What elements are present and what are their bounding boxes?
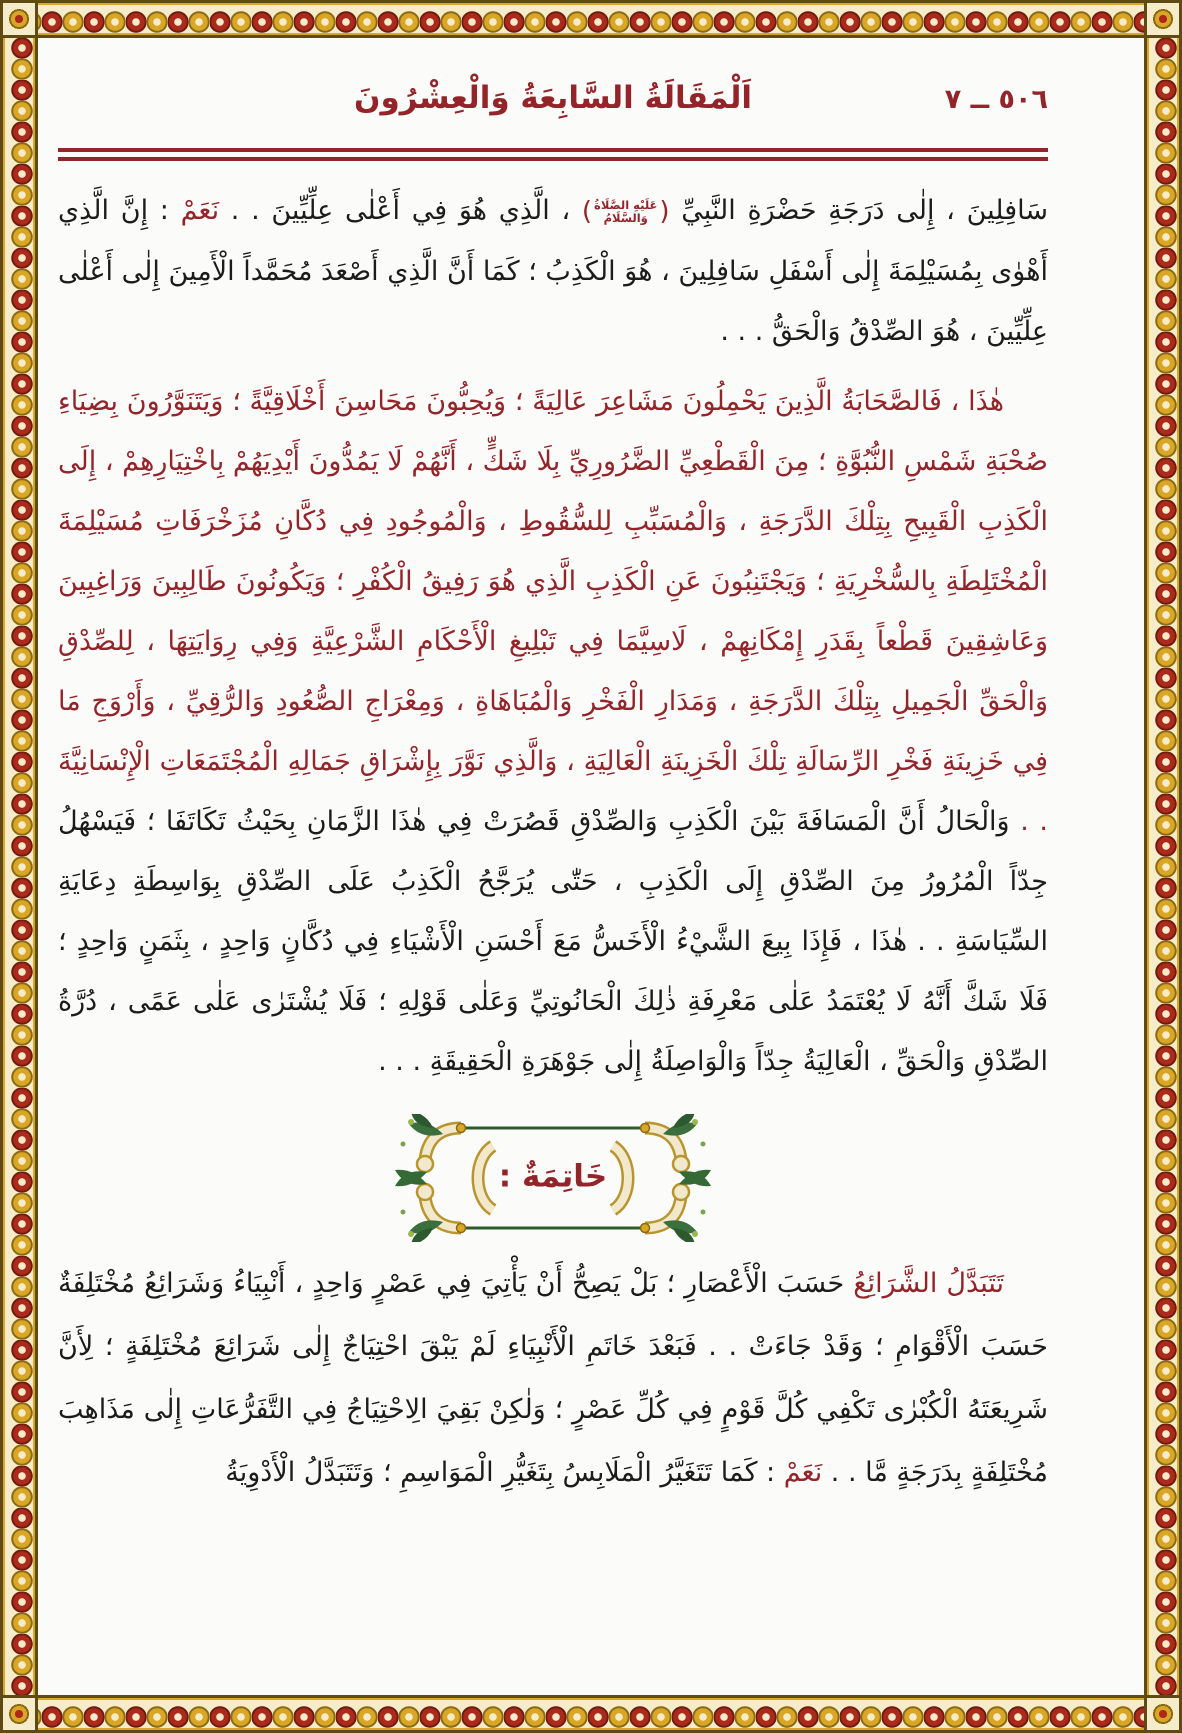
honorific-salawat <box>582 195 670 226</box>
emphasis-naam: نَعَمْ <box>180 195 220 226</box>
page-content <box>38 38 1144 1695</box>
header-divider-rule <box>58 148 1048 161</box>
khatimah-ornament <box>381 1114 725 1242</box>
page-title: اَلْمَقَالَةُ السَّابِعَةُ وَالْعِشْرُونَ <box>353 80 753 116</box>
border-corner-top-right <box>1144 0 1182 38</box>
paragraph-sahaba <box>58 372 1048 1092</box>
border-chain-right <box>1144 38 1182 1695</box>
border-corner-top-left <box>0 0 38 38</box>
paragraph-khatimah <box>58 1252 1048 1504</box>
border-corner-bottom-right <box>1144 1695 1182 1733</box>
honorific-open-paren: ( <box>659 196 670 227</box>
honorific-line2: وَالسَّلَامُ <box>603 210 648 225</box>
honorific-close-paren: ) <box>581 196 593 227</box>
page-header <box>58 76 1048 140</box>
page-number: ٥٠٦ ــ ٧ <box>944 84 1048 115</box>
red-text-segment: هٰذَا ، فَالصَّحَابَةُ الَّذِينَ يَحْمِلُونَ مَشَاعِرَ عَالِيَةً ؛ وَيُحِبُّونَ مَحَاسِنَ أَخْلَاقِيَّةً ؛ وَيَتَنَوَّرُونَ بِضِيَاءِ صُحْبَةِ شَمْسِ النُّبُوَّةِ ؛ مِنَ الْقَطْعِيِّ الضَّرُورِيِّ بِلَا شَكٍّ ، أَنَّهُمْ لَا يَمُدُّونَ أَيْدِيَهُمْ بِاخْتِيَارِهِمْ ، إِلَى الْكَذِبِ الْقَبِيحِ بِتِلْكَ الدَّرَجَةِ ، وَالْمُسَبِّبِ لِلسُّقُوطِ ، وَالْمُوجُودِ فِي دُكَّانِ مُزَخْرَفَاتِ مُسَيْلِمَةَ الْمُخْتَلِطَةِ بِالسُّخْرِيَةِ ؛ وَيَجْتَنِبُونَ عَنِ الْكَذِبِ الَّذِي هُوَ رَفِيقُ الْكُفْرِ ؛ وَيَكُونُونَ طَالِبِينَ وَرَاغِبِينَ وَعَاشِقِينَ قَطْعاً بِقَدَرِ إِمْكَانِهِمْ ، لَاسِيَّمَا فِي تَبْلِيغِ الْأَحْكَامِ الشَّرْعِيَّةِ وَفِي رِوَايَتِهَا ، لِلصِّدْقِ وَالْحَقِّ الْجَمِيلِ بِتِلْكَ الدَّرَجَةِ ، وَمَدَارِ الْفَخْرِ وَالْمُبَاهَاةِ ، وَمِعْرَاجِ الصُّعُودِ وَالرُّقِيِّ ، وَأَرْوَجِ مَا فِي خَزِينَةِ فَخْرِ الرِّسَالَةِ تِلْكَ الْخَزِينَةِ الْعَالِيَةِ ، وَالَّذِي نَوَّرَ بِإِشْرَاقِ جَمَالِهِ الْمُجْتَمَعَاتِ الْإِنْسَانِيَّةَ . . <box>58 385 1048 837</box>
border-corner-bottom-left <box>0 1695 38 1733</box>
border-chain-bottom <box>0 1695 1182 1733</box>
khatimah-heading: خَاتِمَةٌ : <box>498 1158 608 1195</box>
border-chain-top <box>0 0 1182 38</box>
red-text-segment: تَتَبَدَّلُ الشَّرَائِعُ <box>853 1267 1005 1299</box>
text-segment: حَسَبَ الْأَعْصَارِ ؛ بَلْ يَصِحُّ أَنْ يَأْتِيَ فِي عَصْرٍ وَاحِدٍ ، أَنْبِيَاءُ وَشَرَائِعُ مُخْتَلِفَةٌ حَسَبَ الْأَقْوَامِ ؛ وَقَدْ جَاءَتْ . . فَبَعْدَ خَاتَمِ الْأَنْبِيَاءِ لَمْ يَبْقَ احْتِيَاجٌ إِلٰى شَرَائِعَ مُخْتَلِفَةٍ ؛ لِأَنَّ شَرِيعَتَهُ الْكُبْرٰى تَكْفِي كُلَّ قَوْمٍ فِي كُلِّ عَصْرٍ ؛ وَلٰكِنْ بَقِيَ الِاحْتِيَاجُ فِي التَّفَرُّعَاتِ إِلٰى مَذَاهِبَ مُخْتَلِفَةٍ بِدَرَجَةٍ مَّا . . <box>58 1267 1048 1488</box>
honorific-stack <box>592 199 659 225</box>
text-segment: سَافِلِينَ ، إِلٰى دَرَجَةِ حَضْرَةِ النَّبِيِّ <box>669 195 1048 226</box>
border-chain-left <box>0 38 38 1695</box>
text-segment: وَالْحَالُ أَنَّ الْمَسَافَةَ بَيْنَ الْكَذِبِ وَالصِّدْقِ قَصُرَتْ فِي هٰذَا الزَّمَانِ بِحَيْثُ تَكَاتَفَا ؛ فَيَسْهُلُ جِدّاً الْمُرُورُ مِنَ الصِّدْقِ إِلَى الْكَذِبِ ، حَتّٰى يُرَجَّحُ الْكَذِبُ عَلَى الصِّدْقِ بِوَاسِطَةِ دِعَايَةِ السِّيَاسَةِ . . هٰذَا ، فَإِذَا بِيعَ الشَّيْءُ الْأَخَسُّ مَعَ أَحْسَنِ الْأَشْيَاءِ فِي دُكَّانٍ وَاحِدٍ ، بِثَمَنٍ وَاحِدٍ ؛ فَلَا شَكَّ أَنَّهُ لَا يُعْتَمَدُ عَلٰى مَعْرِفَةِ ذٰلِكَ الْحَانُوتِيِّ وَعَلٰى قَوْلِهِ ؛ فَلَا يُشْتَرٰى عَلٰى عَمًى ، دُرَّةُ الصِّدْقِ وَالْحَقِّ ، الْعَالِيَةُ جِدّاً وَالْوَاصِلَةُ إِلٰى جَوْهَرَةِ الْحَقِيقَةِ . . . <box>58 805 1048 1077</box>
text-segment: ، الَّذِي هُوَ فِي أَعْلٰى عِلِّيِّينَ . . <box>219 195 582 226</box>
emphasis-naam: نَعَمْ <box>783 1456 823 1488</box>
text-segment: : إِنَّ الَّذِي أَهْوٰى بِمُسَيْلِمَةَ إِلٰى أَسْفَلِ سَافِلِينَ ، هُوَ الْكَذِبُ ؛ كَمَا أَنَّ الَّذِي أَصْعَدَ مُحَمَّداً الْأَمِينَ إِلٰى أَعْلٰى عِلِّيِّينَ ، هُوَ الصِّدْقُ وَالْحَقُّ . . . <box>58 195 1048 347</box>
paragraph-continuation <box>58 181 1048 362</box>
text-segment: : كَمَا تَتَغَيَّرُ الْمَلَابِسُ بِتَغَيُّرِ الْمَوَاسِمِ ؛ وَتَتَبَدَّلُ الْأَدْوِيَةُ <box>225 1456 784 1488</box>
honorific-line1: عَلَيْهِ الصَّلَاةُ <box>594 197 658 212</box>
